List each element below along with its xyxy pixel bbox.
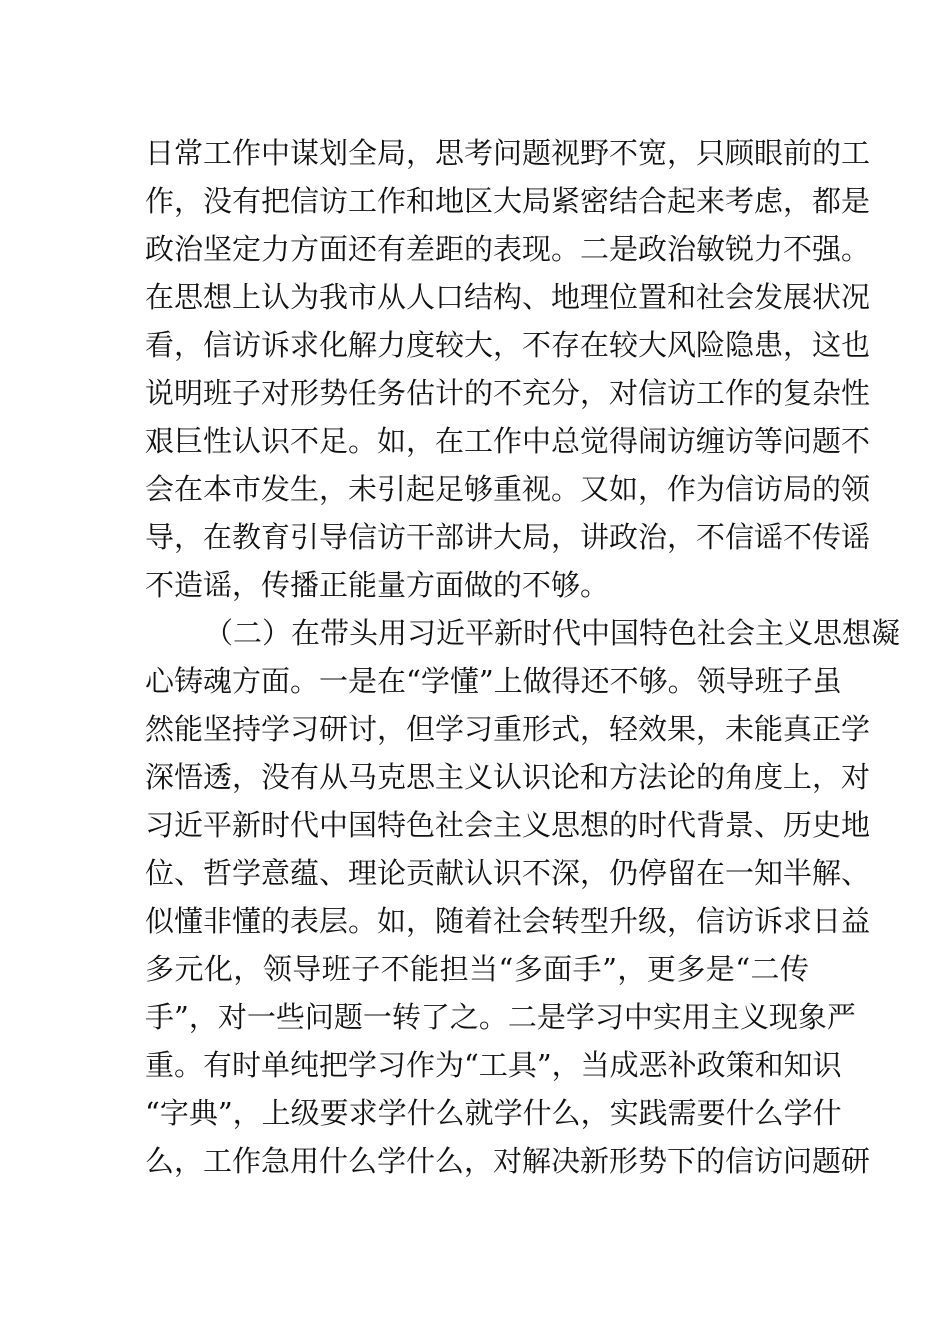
text-line-2: 作，没有把信访工作和地区大局紧密结合起来考虑，都是 <box>145 184 871 218</box>
text-line-16: 位、哲学意蕴、理论贡献认识不深，仍停留在一知半解、 <box>145 856 871 890</box>
text-line-4: 在思想上认为我市从人口结构、地理位置和社会发展状况 <box>145 280 871 314</box>
text-line-15: 习近平新时代中国特色社会主义思想的时代背景、历史地 <box>145 808 871 842</box>
text-line-9: 导，在教育引导信访干部讲大局，讲政治，不信谣不传谣 <box>145 520 871 554</box>
text-line-13: 然能坚持学习研讨，但学习重形式，轻效果，未能真正学 <box>145 712 871 746</box>
text-line-6: 说明班子对形势任务估计的不充分，对信访工作的复杂性 <box>145 376 871 410</box>
text-line-14: 深悟透，没有从马克思主义认识论和方法论的角度上，对 <box>145 760 871 794</box>
text-line-21: “字典”，上级要求学什么就学什么，实践需要什么学什 <box>145 1096 842 1130</box>
text-line-20: 重。有时单纯把学习作为“工具”，当成恶补政策和知识 <box>145 1048 842 1082</box>
section-heading-line: （二）在带头用习近平新时代中国特色社会主义思想凝 <box>204 616 901 650</box>
text-line-12: 心铸魂方面。一是在“学懂”上做得还不够。领导班子虽 <box>145 664 842 698</box>
text-line-17: 似懂非懂的表层。如，随着社会转型升级，信访诉求日益 <box>145 904 871 938</box>
text-line-8: 会在本市发生，未引起足够重视。又如，作为信访局的领 <box>145 472 871 506</box>
text-line-22: 么，工作急用什么学什么，对解决新形势下的信访问题研 <box>145 1144 871 1178</box>
text-line-18: 多元化，领导班子不能担当“多面手”，更多是“二传 <box>145 952 809 986</box>
text-line-10: 不造谣，传播正能量方面做的不够。 <box>145 568 610 602</box>
text-line-3: 政治坚定力方面还有差距的表现。二是政治敏锐力不强。 <box>145 232 871 266</box>
text-line-7: 艰巨性认识不足。如，在工作中总觉得闹访缠访等问题不 <box>145 424 871 458</box>
text-line-19: 手”，对一些问题一转了之。二是学习中实用主义现象严 <box>145 1000 856 1034</box>
text-line-1: 日常工作中谋划全局，思考问题视野不宽，只顾眼前的工 <box>145 136 871 170</box>
text-line-5: 看，信访诉求化解力度较大，不存在较大风险隐患，这也 <box>145 328 871 362</box>
